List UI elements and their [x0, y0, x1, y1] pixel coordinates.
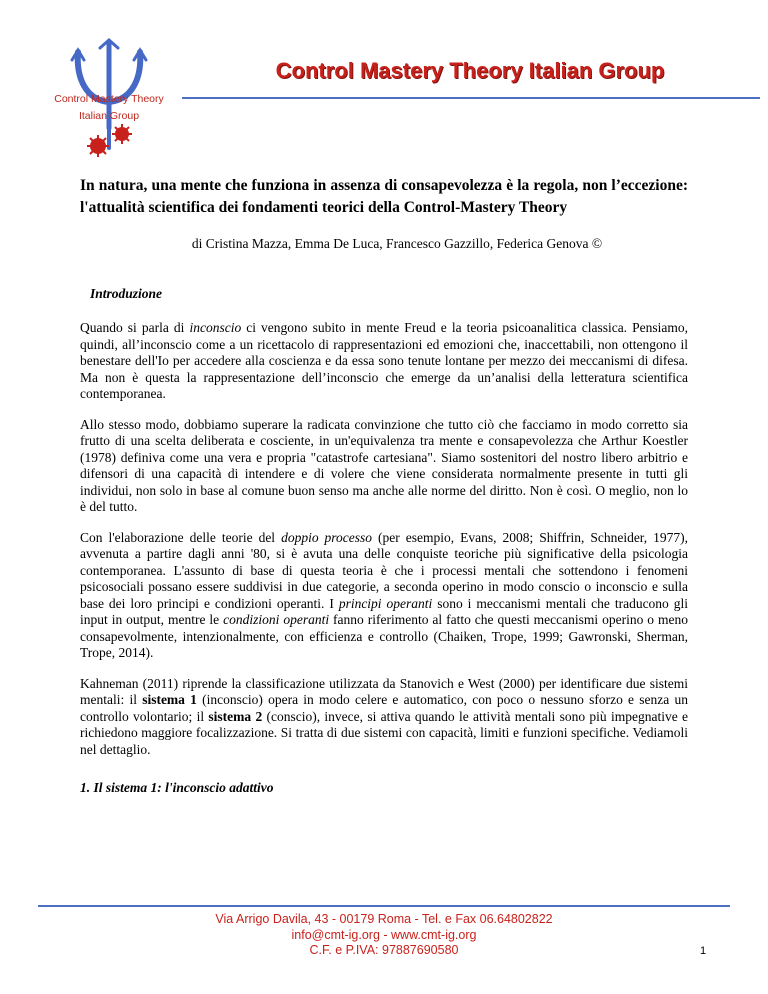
footer-contact — [150, 912, 618, 959]
paragraph-1: Quando si parla di inconscio ci vengono subito in mente Freud e la teoria psicoanalitica classica. Pensiamo, quindi, all’inconscio come a un ricettacolo di rappresentazioni ed emozioni che, inaccettabili, non ottengono il benestare dell'Io per accedere alla coscienza e da essa sono tenute lontane per mezzo dei meccanismi di difesa. Ma non è questa la rappresentazione dell’inconscio che emerge da un’analisi della letteratura scientifica contemporanea. — [80, 320, 688, 401]
footer-tax-id: C.F. e P.IVA: 97887690580 — [309, 943, 459, 957]
logo-text-line1: Control Mastery Theory — [54, 93, 164, 105]
section-heading-sistema-1: 1. Il sistema 1: l'inconscio adattivo — [80, 780, 274, 795]
article-authors: di Cristina Mazza, Emma De Luca, Francesco Gazzillo, Federica Genova © — [191, 236, 603, 251]
logo-text-line2: Italian Group — [78, 110, 140, 122]
paragraph-2: Allo stesso modo, dobbiamo superare la radicata convinzione che tutto ciò che facciamo in modo corretto sia frutto di una scelta deliberata e cosciente, in un'equivalenza tra mente e consapevolezza che Arthur Koestler (1978) definiva come una vera e propria "catastrofe cartesiana". Siamo sostenitori del nostro libero arbitrio e difensori di una capacità di intendere e di volere che viene considerata normalmente presente in tutti gli individui, non solo in base al comune buon senso ma anche alle norme del diritto. Non è così. O meglio, non lo è del tutto. — [80, 416, 688, 514]
article-body — [80, 175, 688, 796]
footer-email-web: info@cmt-ig.org - www.cmt-ig.org — [291, 927, 477, 942]
header-divider — [182, 97, 760, 99]
footer-address: Via Arrigo Davila, 43 - 00179 Roma - Tel. e Fax 06.64802822 — [215, 912, 553, 926]
paragraph-4: Kahneman (2011) riprende la classificazione utilizzata da Stanovich e West (2000) per identificare due sistemi mentali: il sistema 1 (inconscio) opera in modo celere e automatico, con poco o nessuno sforzo e senza un controllo volontario; il sistema 2 (conscio), invece, si attiva quando le attività mentali sono più impegnative e richiedono maggiore focalizzazione. Si tratta di due sistemi con capacità, limiti e funzioni specifiche. Vediamoli nel dettaglio. — [80, 675, 688, 757]
page-number: 1 — [700, 945, 707, 957]
brand-title: Control Mastery Theory Italian Group — [275, 58, 665, 83]
section-heading-introduzione: Introduzione — [90, 286, 163, 301]
article-title: In natura, una mente che funziona in assenza di consapevolezza è la regola, non l’eccezione: l'attualità scientifica dei fondamenti teorici della Control-Mastery Theory — [80, 177, 688, 216]
footer-divider — [38, 905, 730, 907]
paragraph-3: Con l'elaborazione delle teorie del doppio processo (per esempio, Evans, 2008; Shiffrin, Schneider, 1977), avvenuta a partire dagli anni '80, si è avuta una delle conquiste teoriche più significative della psicologia contemporanea. L'assunto di base di questa teoria è che i processi mentali che sottendono i fenomeni psicosociali possano essere suddivisi in due categorie, a seconda operino in modo conscio o inconscio e sulla base dei loro principi e condizioni operanti. I principi operanti sono i meccanismi mentali che traducono gli input in output, mentre le condizioni operanti fanno riferimento al fatto che questi meccanismi operino o meno consapevolmente, intenzionalmente, con efficienza e controllo (Chaiken, Trope, 1999; Gawronski, Sherman, Trope, 2014). — [80, 529, 689, 660]
